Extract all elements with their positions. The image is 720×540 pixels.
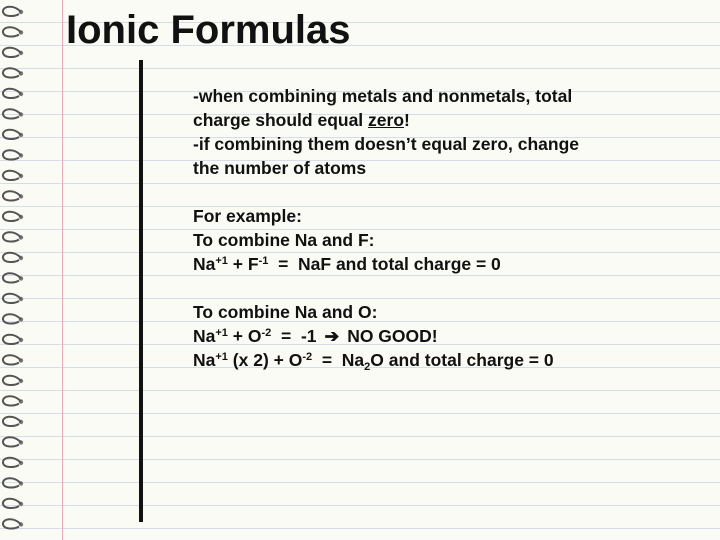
binding-ring [3, 458, 21, 467]
verdict: NO GOOD! [347, 326, 438, 346]
binding-ring [3, 294, 21, 303]
binding-ring [3, 150, 21, 159]
example-2-intro: To combine Na and O: [193, 302, 378, 322]
binding-ring [3, 417, 21, 426]
vertical-divider [139, 60, 143, 522]
binding-ring [3, 335, 21, 344]
binding-ring [3, 68, 21, 77]
binding-ring [3, 7, 21, 16]
binding-ring [3, 109, 21, 118]
binding-ring [3, 191, 21, 200]
binding-ring [3, 232, 21, 241]
binding-ring [3, 478, 21, 487]
binding-ring [3, 396, 21, 405]
notes-body [193, 84, 693, 372]
example-2-equation-1: $Na^{+1} + O^{-2} = -1$ ➔ NO GOOD! [193, 326, 438, 346]
binding-ring [3, 253, 21, 262]
binding-ring [3, 89, 21, 98]
rule-line-4: the number of atoms [193, 158, 367, 178]
binding-ring [3, 314, 21, 323]
binding-ring [3, 519, 21, 528]
binding-ring [3, 355, 21, 364]
binding-ring [3, 376, 21, 385]
binding-ring [3, 130, 21, 139]
page-title: Ionic Formulas [66, 8, 351, 52]
example-heading: For example: [193, 206, 302, 226]
spiral-binding [0, 0, 30, 540]
example-2-equation-2: $Na^{+1}$ (x $2) + O^{-2} = Na_2O$ and total charge = 0 [193, 350, 554, 373]
margin-line [62, 0, 63, 540]
example-1-intro: To combine Na and F: [193, 230, 375, 250]
arrow-icon: ➔ [324, 326, 340, 346]
emphasis-zero: zero [368, 110, 405, 130]
rule-line-3: -if combining them doesn’t equal zero, change [193, 134, 580, 154]
rule-line-1: -when combining metals and nonmetals, total [193, 86, 573, 106]
binding-ring [3, 171, 21, 180]
binding-ring [3, 499, 21, 508]
binding-ring [3, 212, 21, 221]
binding-ring [3, 27, 21, 36]
binding-ring [3, 273, 21, 282]
rule-line-2: charge should equal zero! [193, 110, 410, 130]
example-1-equation: $Na^{+1} + F^{-1}$ = NaF and total charge = 0 [193, 254, 501, 274]
binding-ring [3, 437, 21, 446]
binding-ring [3, 48, 21, 57]
